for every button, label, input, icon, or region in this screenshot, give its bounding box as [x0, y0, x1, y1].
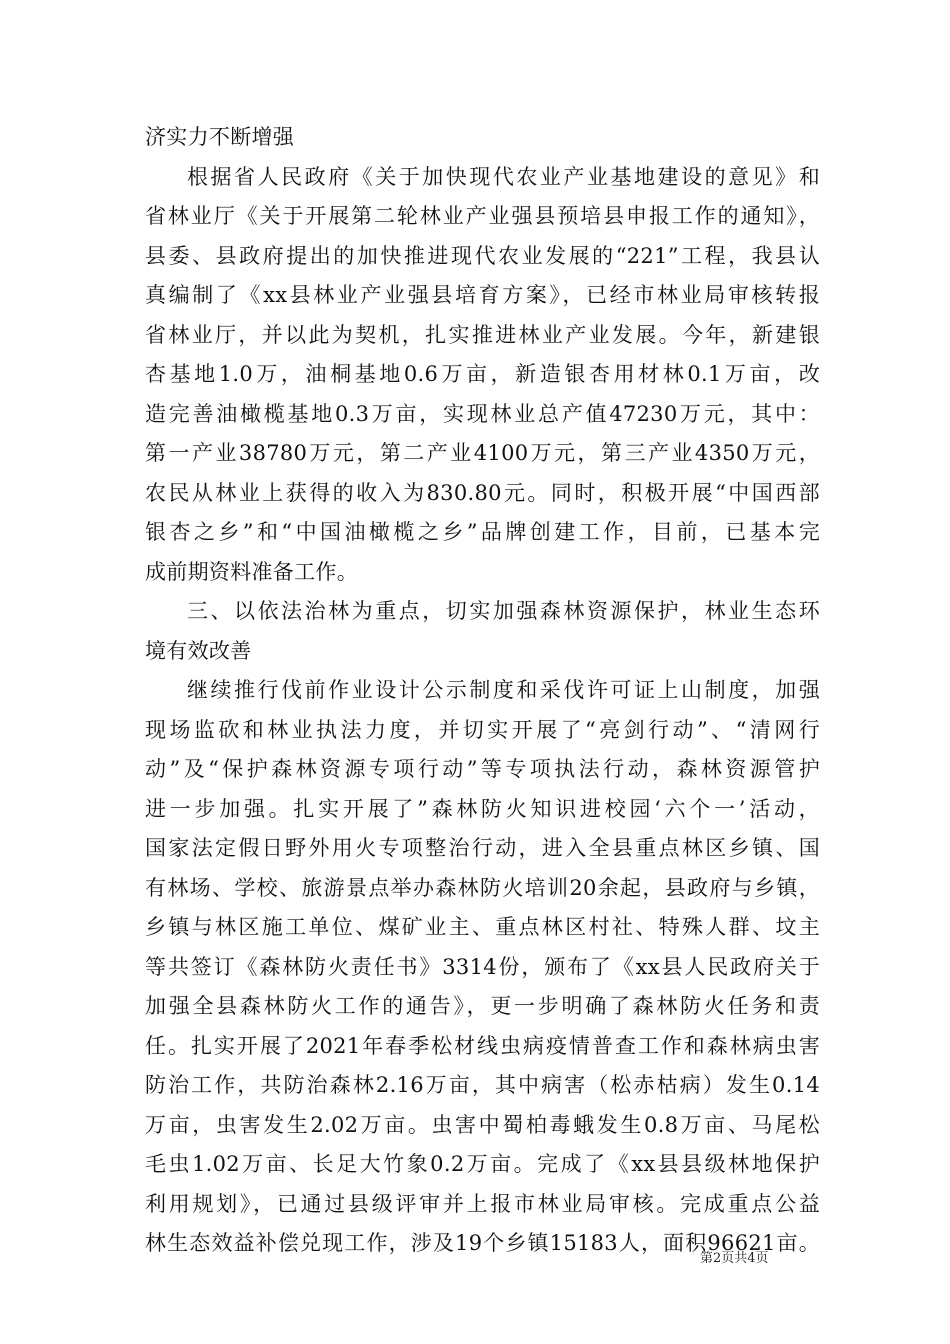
text-line: 万亩，虫害发生2.02万亩。虫害中蜀柏毒蛾发生0.8万亩、马尾松 — [145, 1112, 820, 1137]
text-line: 国家法定假日野外用火专项整治行动，进入全县重点林区乡镇、国 — [145, 836, 820, 860]
text-line: 防治工作，共防治森林2.16万亩，其中病害（松赤枯病）发生0.14 — [145, 1073, 820, 1097]
text-line: 等共签订《森林防火责任书》3314份，颁布了《xx县人民政府关于 — [145, 954, 820, 979]
text-line: 任。扎实开展了2021年春季松材线虫病疫情普查工作和森林病虫害 — [145, 1033, 820, 1058]
text-line: 根据省人民政府《关于加快现代农业产业基地建设的意见》和 — [187, 164, 820, 189]
text-line: 乡镇与林区施工单位、煤矿业主、重点林区村社、特殊人群、坟主 — [145, 915, 820, 939]
text-line: 动”及“保护森林资源专项行动”等专项执法行动，森林资源管护 — [145, 757, 820, 781]
section-heading: 境有效改善 — [145, 638, 252, 663]
text-line: 继续推行伐前作业设计公示制度和采伐许可证上山制度，加强 — [187, 678, 820, 702]
text-line: 银杏之乡”和“中国油橄榄之乡”品牌创建工作，目前，已基本完 — [145, 520, 820, 544]
text-line: 省林业厅，并以此为契机，扎实推进林业产业发展。今年，新建银 — [145, 322, 820, 347]
text-line: 有林场、学校、旅游景点举办森林防火培训20余起，县政府与乡镇， — [145, 875, 820, 900]
text-line: 进一步加强。扎实开展了”森林防火知识进校园‘六个一’活动， — [145, 796, 820, 821]
text-line: 现场监砍和林业执法力度，并切实开展了“亮剑行动”、“清网行 — [145, 717, 820, 742]
text-line: 县委、县政府提出的加快推进现代农业发展的“221”工程，我县认 — [145, 243, 820, 268]
document-body — [145, 118, 820, 1264]
text-line: 加强全县森林防火工作的通告》，更一步明确了森林防火任务和责 — [145, 994, 820, 1018]
text-line: 林生态效益补偿兑现工作，涉及19个乡镇15183人，面积96621亩。 — [145, 1231, 820, 1255]
text-line: 济实力不断增强 — [145, 125, 295, 149]
text-line: 利用规划》，已通过县级评审并上报市林业局审核。完成重点公益 — [145, 1191, 820, 1216]
text-line: 第一产业38780万元，第二产业4100万元，第三产业4350万元， — [145, 441, 820, 465]
text-line: 农民从林业上获得的收入为830.80元。同时，积极开展“中国西部 — [145, 480, 820, 505]
text-line: 毛虫1.02万亩、长足大竹象0.2万亩。完成了《xx县县级林地保护 — [145, 1152, 820, 1176]
page-indicator: 第2页共4页 — [700, 1251, 769, 1266]
text-line: 成前期资料准备工作。 — [145, 559, 358, 584]
text-line: 杏基地1.0万，油桐基地0.6万亩，新造银杏用材林0.1万亩，改 — [145, 362, 820, 386]
text-line: 造完善油橄榄基地0.3万亩，实现林业总产值47230万元，其中： — [145, 401, 820, 426]
section-heading: 三、以依法治林为重点，切实加强森林资源保护，林业生态环 — [187, 599, 820, 623]
text-line: 省林业厅《关于开展第二轮林业产业强县预培县申报工作的通知》， — [145, 204, 820, 228]
text-line: 真编制了《xx县林业产业强县培育方案》，已经市林业局审核转报 — [145, 283, 820, 307]
